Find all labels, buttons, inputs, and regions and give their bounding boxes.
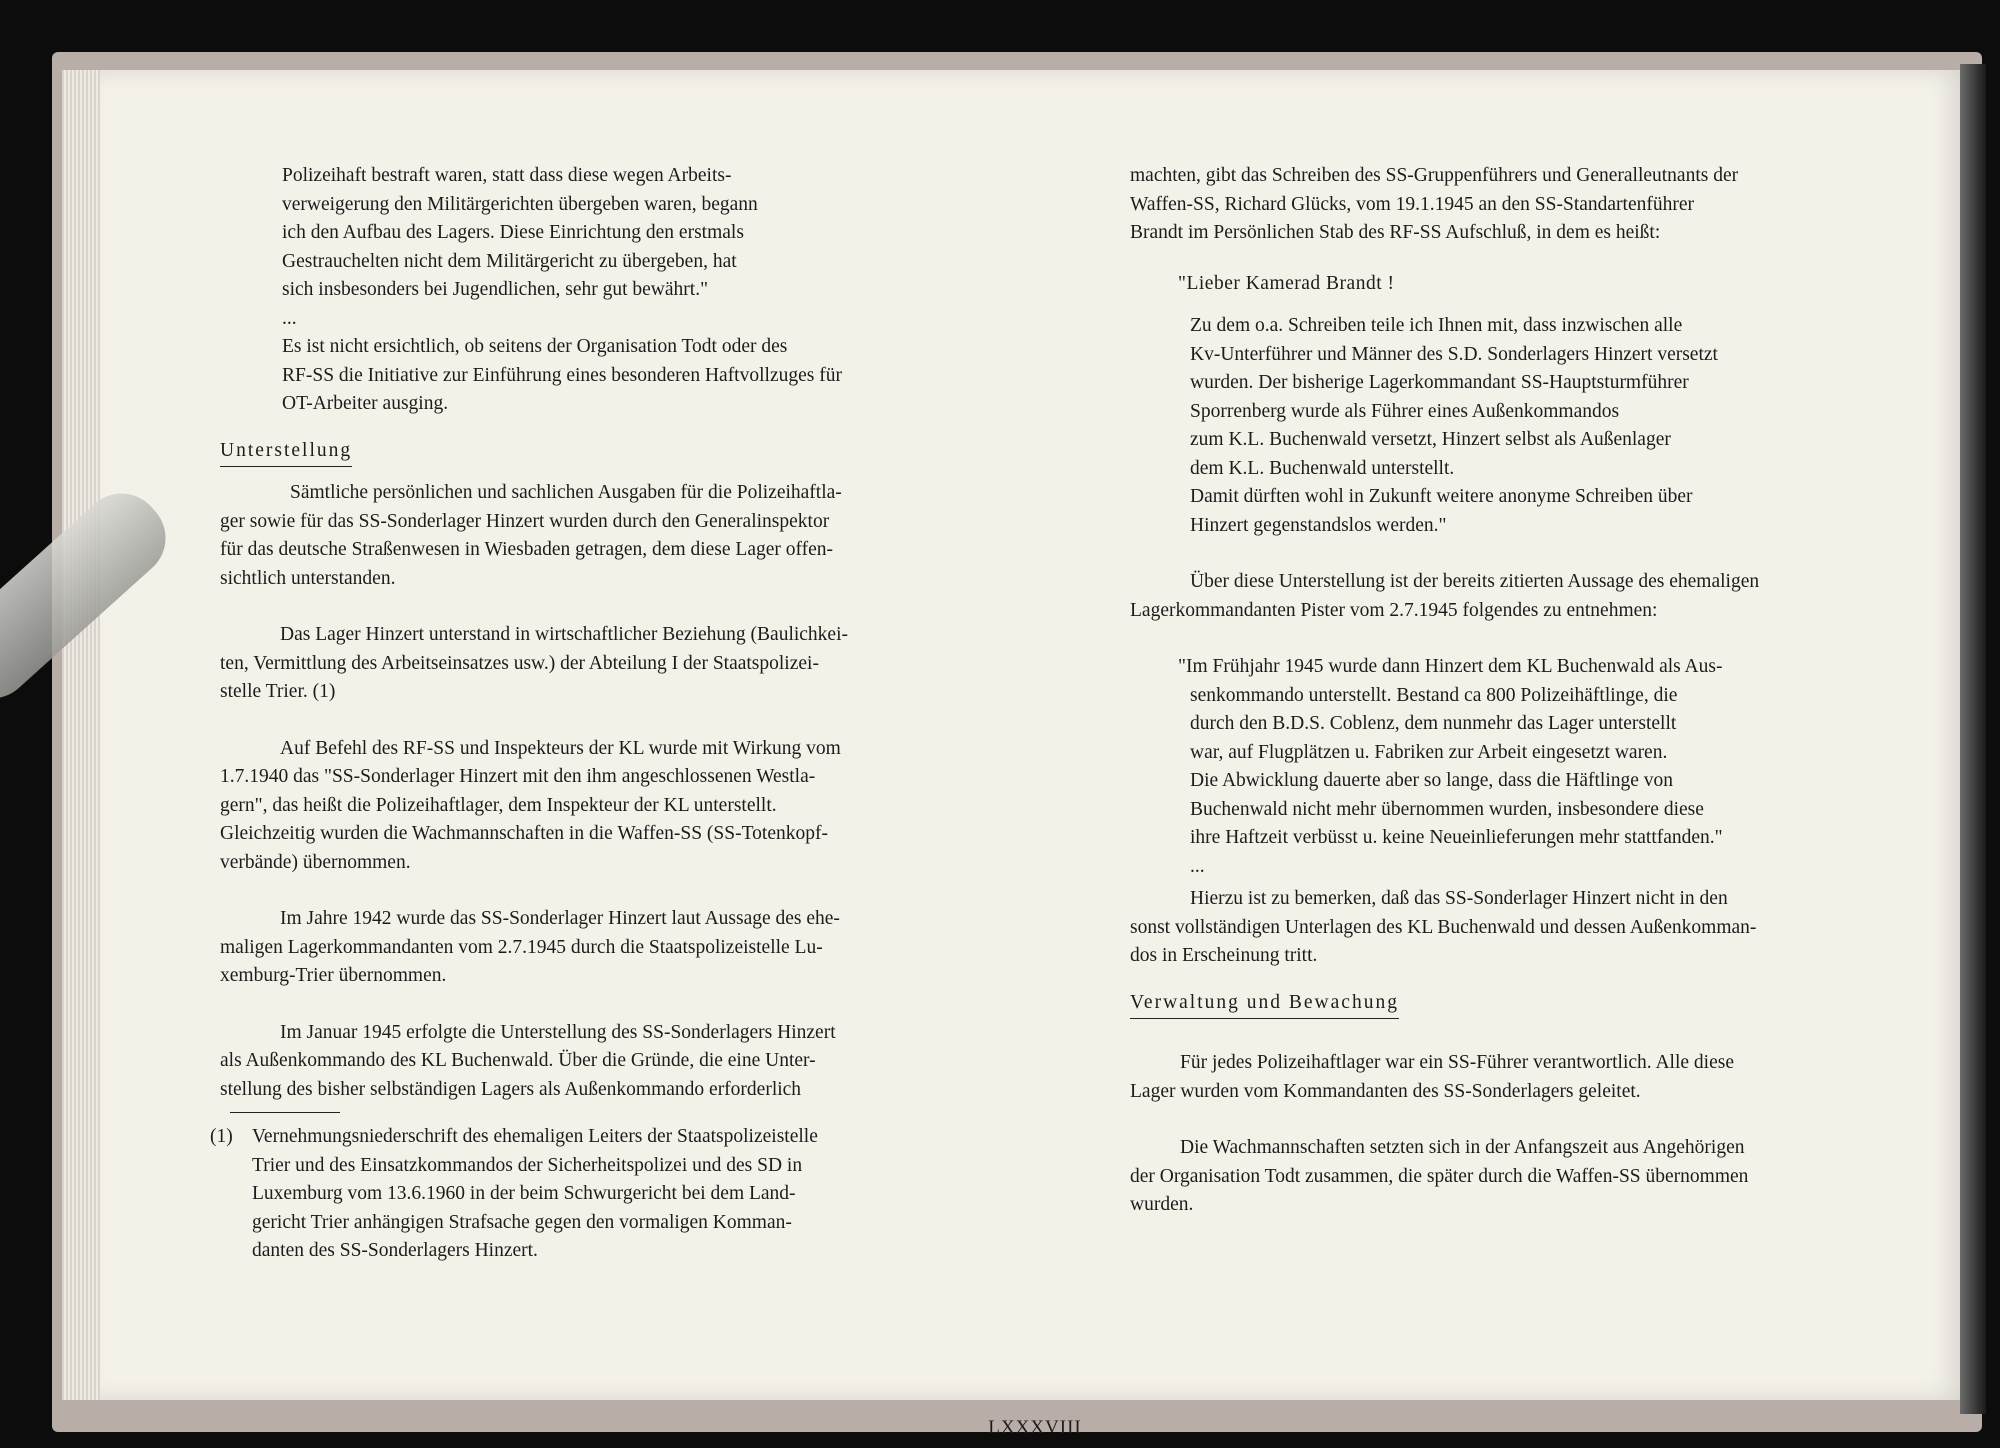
text-line: Brandt im Persönlichen Stab des RF-SS Aufschluß, in dem es heißt: (1130, 222, 1661, 243)
text-line: gern", das heißt die Polizeihaftlager, dem Inspekteur der KL unterstellt. (220, 794, 777, 816)
paragraph (1130, 1134, 1920, 1220)
text-line: xemburg-Trier übernommen. (220, 965, 447, 986)
text-line: Gestrauchelten nicht dem Militärgericht zu übergeben, hat (282, 250, 737, 272)
paragraph (1130, 1049, 1920, 1106)
paragraph (1130, 568, 1920, 625)
text-line: stelle Trier. (1) (220, 681, 336, 702)
text-line: Die Abwicklung dauerte aber so lange, dass die Häftlinge von (1190, 770, 1674, 791)
text-line: Die Wachmannschaften setzten sich in der Anfangszeit aus Angehörigen (1180, 1137, 1745, 1158)
paragraph (1130, 885, 1920, 971)
text-line: Vernehmungsniederschrift des ehemaligen Leiters der Staatspolizeistelle (252, 1126, 818, 1147)
text-line: OT-Arbeiter ausging. (282, 393, 449, 414)
text-line: Für jedes Polizeihaftlager war ein SS-Führer verantwortlich. Alle diese (1180, 1052, 1734, 1073)
text-line: maligen Lagerkommandanten vom 2.7.1945 durch die Staatspolizeistelle Lu- (220, 936, 823, 958)
text-line: Trier und des Einsatzkommandos der Sicherheitspolizei und des SD in (252, 1154, 803, 1176)
text-line: Kv-Unterführer und Männer des S.D. Sonderlagers Hinzert versetzt (1190, 343, 1718, 365)
book-page (100, 70, 1970, 1438)
text-line: Hierzu ist zu bemerken, daß das SS-Sonderlager Hinzert nicht in den (1190, 888, 1728, 909)
page-number: LXXXVIII (988, 1417, 1082, 1438)
footnote (210, 1123, 1040, 1266)
text-line: für das deutsche Straßenwesen in Wiesbaden getragen, dem diese Lager offen- (220, 539, 834, 560)
text-line: verweigerung den Militärgerichten übergeben waren, begann (282, 193, 758, 215)
right-column (1130, 162, 1920, 1220)
paragraph (220, 905, 1040, 991)
text-line: ich den Aufbau des Lagers. Diese Einrichtung den erstmals (282, 222, 744, 243)
text-line: machten, gibt das Schreiben des SS-Gruppenführers und Generalleutnants der (1130, 165, 1739, 186)
text-line: Gleichzeitig wurden die Wachmannschaften in die Waffen-SS (SS-Totenkopf- (220, 823, 828, 844)
text-line: gericht Trier anhängigen Strafsache gegen den vormaligen Komman- (252, 1211, 792, 1233)
text-line: Lagerkommandanten Pister vom 2.7.1945 folgendes zu entnehmen: (1130, 599, 1658, 621)
text-line: wurden. Der bisherige Lagerkommandant SS-Hauptsturmführer (1190, 372, 1689, 393)
text-line: Auf Befehl des RF-SS und Inspekteurs der KL wurde mit Wirkung vom (280, 737, 841, 759)
text-line: als Außenkommando des KL Buchenwald. Über die Gründe, die eine Unter- (220, 1050, 816, 1071)
footnote-rule (230, 1112, 340, 1113)
text-line: Über diese Unterstellung ist der bereits zitierten Aussage des ehemaligen (1190, 571, 1760, 592)
paragraph (220, 735, 1040, 878)
letter-quote (1130, 270, 1920, 541)
text-line: ihre Haftzeit verbüsst u. keine Neueinlieferungen mehr stattfanden." (1190, 827, 1723, 848)
left-column (210, 162, 1040, 1266)
text-line: senkommando unterstellt. Bestand ca 800 Polizeihäftlinge, die (1190, 684, 1678, 706)
footnote-mark: (1) (210, 1126, 233, 1147)
text-line: Buchenwald nicht mehr übernommen wurden, insbesondere diese (1190, 798, 1704, 820)
paragraph (220, 621, 1040, 707)
text-line: Sporrenberg wurde als Führer eines Außenkommandos (1190, 400, 1620, 422)
text-line: Polizeihaft bestraft waren, statt dass diese wegen Arbeits- (282, 165, 732, 186)
text-line: Hinzert gegenstandslos werden." (1190, 514, 1447, 536)
pister-quote (1130, 653, 1920, 881)
paragraph (220, 1019, 1040, 1105)
text-line: Lager wurden vom Kommandanten des SS-Sonderlagers geleitet. (1130, 1080, 1641, 1102)
paragraph (1130, 162, 1920, 248)
text-line: sich insbesonders bei Jugendlichen, sehr gut bewährt." (282, 279, 709, 300)
text-line: "Im Frühjahr 1945 wurde dann Hinzert dem KL Buchenwald als Aus- (1178, 656, 1723, 677)
section-heading-unterstellung: Unterstellung (220, 437, 352, 468)
ellipsis: ... (1190, 855, 1205, 877)
text-line: war, auf Flugplätzen u. Fabriken zur Arbeit eingesetzt waren. (1190, 741, 1668, 763)
text-line: Damit dürften wohl in Zukunft weitere anonyme Schreiben über (1190, 486, 1693, 507)
text-line: zum K.L. Buchenwald versetzt, Hinzert selbst als Außenlager (1190, 429, 1671, 450)
text-line: RF-SS die Initiative zur Einführung eines besonderen Haftvollzuges für (282, 364, 842, 386)
text-line: stellung des bisher selbständigen Lagers als Außenkommando erforderlich (220, 1078, 802, 1100)
text-line: Zu dem o.a. Schreiben teile ich Ihnen mit, dass inzwischen alle (1190, 315, 1683, 336)
section-heading-verwaltung: Verwaltung und Bewachung (1130, 989, 1399, 1020)
text-line: der Organisation Todt zusammen, die später durch die Waffen-SS übernommen (1130, 1165, 1749, 1187)
text-line: sonst vollständigen Unterlagen des KL Buchenwald und dessen Außenkomman- (1130, 916, 1757, 938)
text-line: Es ist nicht ersichtlich, ob seitens der Organisation Todt oder des (282, 336, 788, 357)
text-line: ten, Vermittlung des Arbeitseinsatzes usw.) der Abteilung I der Staatspolizei- (220, 652, 819, 674)
ellipsis: ... (282, 307, 297, 329)
text-line: wurden. (1130, 1194, 1194, 1215)
text-line: Im Januar 1945 erfolgte die Unterstellung des SS-Sonderlagers Hinzert (280, 1021, 836, 1043)
text-line: dem K.L. Buchenwald unterstellt. (1190, 457, 1455, 479)
text-line: Das Lager Hinzert unterstand in wirtschaftlicher Beziehung (Baulichkei- (280, 624, 848, 645)
text-line: Waffen-SS, Richard Glücks, vom 19.1.1945 an den SS-Standartenführer (1130, 193, 1695, 215)
text-line: Luxemburg vom 13.6.1960 in der beim Schwurgericht bei dem Land- (252, 1183, 796, 1204)
text-line: 1.7.1940 das "SS-Sonderlager Hinzert mit den ihm angeschlossenen Westla- (220, 766, 816, 787)
text-line: Sämtliche persönlichen und sachlichen Ausgaben für die Polizeihaftla- (290, 482, 842, 503)
text-line: verbände) übernommen. (220, 851, 411, 873)
text-line: ger sowie für das SS-Sonderlager Hinzert wurden durch den Generalinspektor (220, 510, 830, 532)
text-line: Im Jahre 1942 wurde das SS-Sonderlager Hinzert laut Aussage des ehe- (280, 908, 840, 929)
quote-continuation (220, 162, 1040, 419)
text-line: dos in Erscheinung tritt. (1130, 945, 1318, 966)
book-spine-edge (1960, 64, 1986, 1414)
text-line: durch den B.D.S. Coblenz, dem nunmehr das Lager unterstellt (1190, 713, 1677, 734)
letter-salutation: "Lieber Kamerad Brandt ! (1178, 272, 1395, 294)
paragraph (220, 479, 1040, 593)
text-line: sichtlich unterstanden. (220, 567, 396, 589)
text-line: danten des SS-Sonderlagers Hinzert. (252, 1240, 538, 1261)
